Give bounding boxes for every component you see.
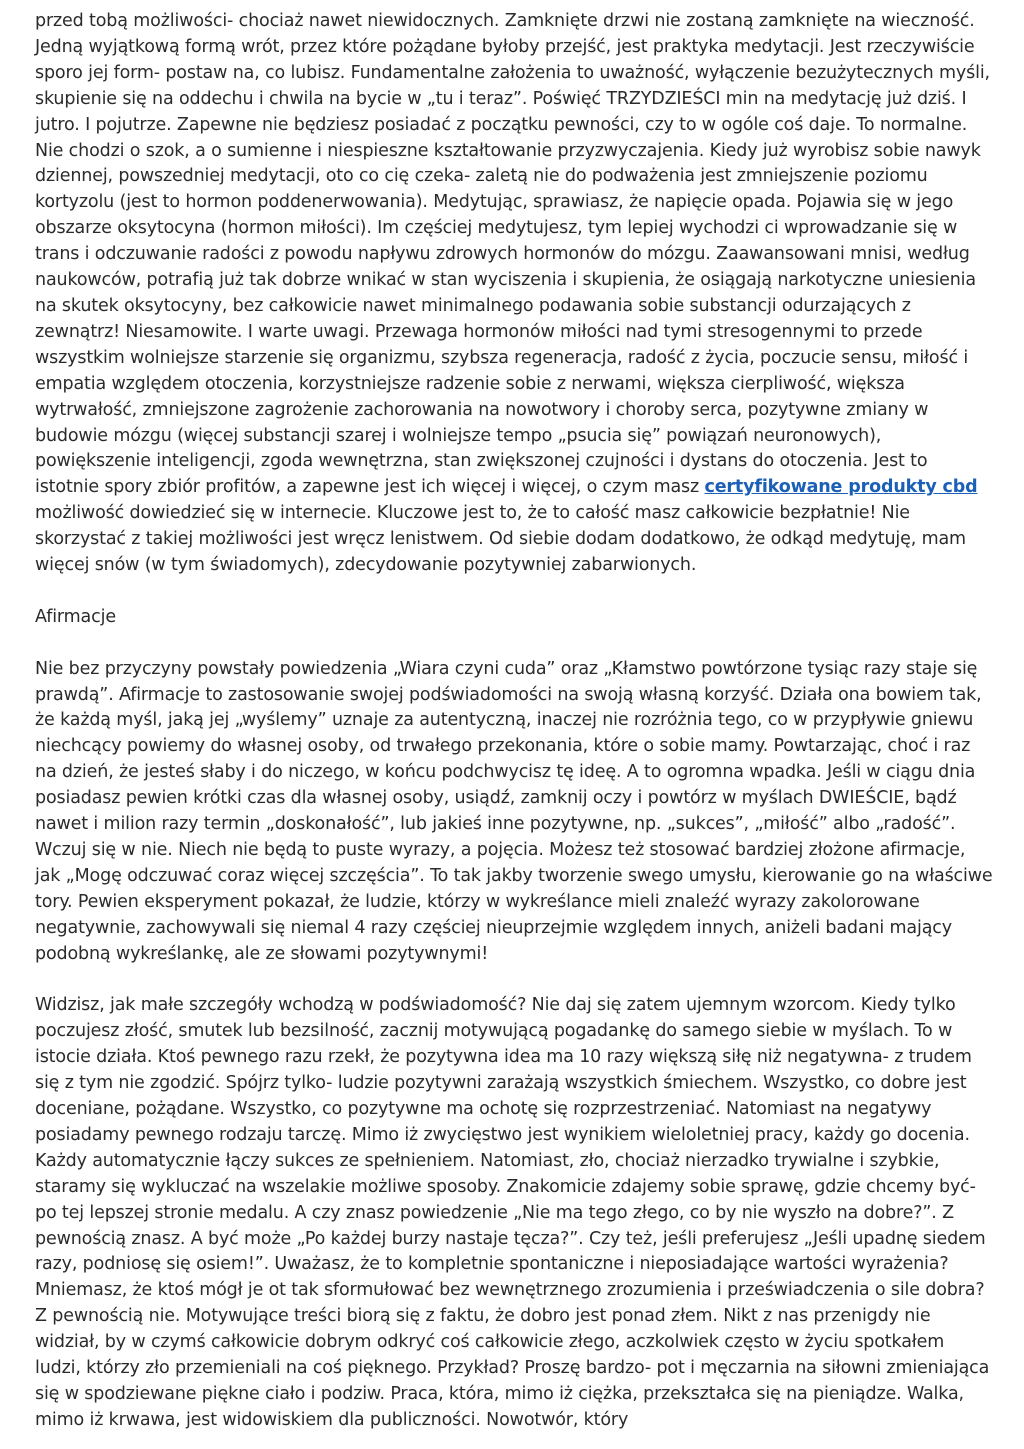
paragraph-meditation-text-after-link: możliwość dowiedzieć się w internecie. Kluczowe jest to, że to całość masz całkowicie bezpłatnie! Nie skorzystać z takiej możliwości jest wręcz lenistwem. Od siebie dodam dodatkowo, że odkąd medytuję, mam więcej snów (w tym świadomych), zdecydowanie pozytywniej zabarwionych. [35,503,966,576]
paragraph-positivity: Widzisz, jak małe szczegóły wchodzą w podświadomość? Nie daj się zatem ujemnym wzorcom. Kiedy tylko poczujesz złość, smutek lub bezsilność, zacznij motywującą pogadankę do samego siebie w myślach. To w istocie działa. Ktoś pewnego razu rzekł, że pozytywna idea ma 10 razy większą siłę niż negatywna- z trudem się z tym nie zgodzić. Spójrz tylko- ludzie pozytywni zarażają wszystkich śmiechem. Wszystko, co dobre jest doceniane, pożądane. Wszystko, co pozytywne ma ochotę się rozprzestrzeniać. Natomiast na negatywy posiadamy pewnego rodzaju tarczę. Mimo iż zwycięstwo jest wynikiem wieloletniej pracy, każdy go docenia. Każdy automatycznie łączy sukces ze spełnieniem. Natomiast, zło, chociaż nierzadko trywialne i szybkie, staramy się wykluczać na wszelakie możliwe sposoby. Znakomicie zdajemy sobie sprawę, gdzie chcemy być- po tej lepszej stronie medalu. A czy znasz powiedzenie „Nie ma tego złego, co by nie wyszło na dobre?”. Z pewnością znasz. A być może „Po każdej burzy nastaje tęcza?”. Czy też, jeśli preferujesz „Jeśli upadnę siedem razy, podniosę się osiem!”. Uważasz, że to kompletnie spontaniczne i nieposiadające wartości wyrażenia? Mniemasz, że ktoś mógł je ot tak sformułować bez wewnętrznego zrozumienia i przeświadczenia o sile dobra? Z pewnością nie. Motywujące treści biorą się z faktu, że dobro jest ponad złem. Nikt z nas przenigdy nie widział, by w czymś całkowicie dobrym odkryć coś całkowicie złego, aczkolwiek często w życiu spotkałem ludzi, którzy zło przemieniali na coś pięknego. Przykład? Proszę bardzo- pot i męczarnia na siłowni zmieniająca się w spodziewane piękne ciało i podziw. Praca, która, mimo iż ciężka, przekształca się na pieniądze. Walka, mimo iż krwawa, jest widowiskiem dla publiczności. Nowotwór, który [35,995,990,1430]
section-heading-afirmacje: Afirmacje [35,606,116,627]
paragraph-meditation-text-before-link: przed tobą możliwości- chociaż nawet niewidocznych. Zamknięte drzwi nie zostaną zamknięte na wieczność. Jedną wyjątkową formą wrót, przez które pożądane byłoby przejść, jest praktyka medytacji. Jest rzeczywiście sporo jej form- postaw na, co lubisz. Fundamentalne założenia to uważność, wyłączenie bezużytecznych myśli, skupienie się na oddechu i chwila na bycie w „tu i teraz”. Poświęć TRZYDZIEŚCI min na medytację już dziś. I jutro. I pojutrze. Zapewne nie będziesz posiadać z początku pewności, czy to w ogóle coś daje. To normalne. Nie chodzi o szok, a o sumienne i niespieszne kształtowanie przyzwyczajenia. Kiedy już wyrobisz sobie nawyk dziennej, powszedniej medytacji, oto co cię czeka- zaletą nie do podważenia jest zmniejszenie poziomu kortyzolu (jest to hormon poddenerwowania). Medytując, sprawiasz, że napięcie opada. Pojawia się w jego obszarze oksytocyna (hormon miłości). Im częściej medytujesz, tym lepiej wychodzi ci wprowadzanie się w trans i odczuwanie radości z powodu napływu zdrowych hormonów do mózgu. Zaawansowani mnisi, według naukowców, potrafią już tak dobrze wnikać w stan wyciszenia i skupienia, że osiągają narkotyczne uniesienia na skutek oksytocyny, bez całkowicie nawet minimalnego podawania sobie substancji odurzających z zewnątrz! Niesamowite. I warte uwagi. Przewaga hormonów miłości nad tymi stresogennymi to przede wszystkim wolniejsze starzenie się organizmu, szybsza regeneracja, radość z życia, poczucie sensu, miłość i empatia względem otoczenia, korzystniejsze radzenie sobie z nerwami, większa cierpliwość, większa wytrwałość, zmniejszone zagrożenie zachorowania na nowotwory i choroby serca, pozytywne zmiany w budowie mózgu (więcej substancji szarej i wolniejsze tempo „psucia się” powiązań neuronowych), powiększenie inteligencji, zgoda wewnętrzna, stan zwiększonej czujności i dystans do otoczenia. Jest to istotnie spory zbiór profitów, a zapewne jest ich więcej i więcej, o czym masz [35,11,990,498]
paragraph-spacer [35,968,993,994]
cbd-products-link[interactable]: certyfikowane produkty cbd [704,477,978,498]
document-page [35,9,993,1434]
paragraph-spacer [35,631,993,657]
paragraph-affirmations: Nie bez przyczyny powstały powiedzenia „Wiara czyni cuda” oraz „Kłamstwo powtórzone tysiąc razy staje się prawdą”. Afirmacje to zastosowanie swojej podświadomości na swoją własną korzyść. Działa ona bowiem tak, że każdą myśl, jaką jej „wyślemy” uznaje za autentyczną, inaczej nie rozróżnia tego, co w przypływie gniewu niechcący powiemy do własnej osoby, od trwałego przekonania, które o sobie mamy. Powtarzając, choć i raz na dzień, że jesteś słaby i do niczego, w końcu podchwycisz tę ideę. A to ogromna wpadka. Jeśli w ciągu dnia posiadasz pewien krótki czas dla własnej osoby, usiądź, zamknij oczy i powtórz w myślach DWIEŚCIE, bądź nawet i milion razy termin „doskonałość”, lub jakieś inne pozytywne, np. „sukces”, „miłość” albo „radość”. Wczuj się w nie. Niech nie będą to puste wyrazy, a pojęcia. Możesz też stosować bardziej złożone afirmacje, jak „Mogę odczuwać coraz więcej szczęścia”. To tak jakby tworzenie swego umysłu, kierowanie go na właściwe tory. Pewien eksperyment pokazał, że ludzie, którzy w wykreślance mieli znaleźć wyrazy zakolorowane negatywnie, zachowywali się niemal 4 razy częściej nieuprzejmie względem innych, aniżeli badani mający podobną wykreślankę, ale ze słowami pozytywnymi! [35,658,993,964]
paragraph-spacer [35,579,993,605]
paragraph-meditation [35,9,993,579]
